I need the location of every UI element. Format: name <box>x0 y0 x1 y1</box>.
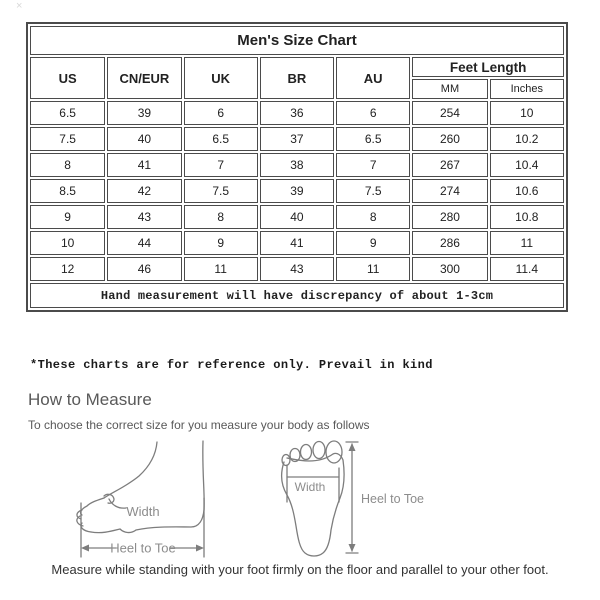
size-cell: 300 <box>412 257 487 281</box>
table-row <box>30 127 564 151</box>
how-to-measure-title: How to Measure <box>28 390 152 409</box>
size-cell: 40 <box>107 127 181 151</box>
size-cell: 254 <box>412 101 487 125</box>
table-title-row <box>30 26 564 55</box>
size-cell: 11 <box>336 257 410 281</box>
table-row <box>30 179 564 203</box>
size-cell: 6.5 <box>30 101 105 125</box>
size-chart <box>26 22 568 312</box>
size-cell: 7 <box>184 153 258 177</box>
size-cell: 7.5 <box>30 127 105 151</box>
size-cell: 10.6 <box>490 179 564 203</box>
size-cell: 8 <box>336 205 410 229</box>
size-cell: 36 <box>260 101 334 125</box>
table-row <box>30 205 564 229</box>
arrowhead-up-icon <box>349 443 356 451</box>
column-header-au: AU <box>336 57 410 99</box>
size-cell: 37 <box>260 127 334 151</box>
size-cell: 6.5 <box>336 127 410 151</box>
size-cell: 10.8 <box>490 205 564 229</box>
size-cell: 46 <box>107 257 181 281</box>
arrowhead-left-icon <box>81 545 89 552</box>
table-row <box>30 257 564 281</box>
size-cell: 9 <box>336 231 410 255</box>
size-cell: 9 <box>30 205 105 229</box>
size-cell: 44 <box>107 231 181 255</box>
size-cell: 6 <box>336 101 410 125</box>
column-header-us: US <box>30 57 105 99</box>
size-cell: 40 <box>260 205 334 229</box>
column-header-mm: MM <box>412 79 487 99</box>
size-cell: 41 <box>107 153 181 177</box>
measure-caption: Measure while standing with your foot firmly on the floor and parallel to your other foot. <box>51 562 549 577</box>
size-cell: 10 <box>490 101 564 125</box>
size-cell: 11 <box>490 231 564 255</box>
table-header-row <box>30 57 564 77</box>
column-header-cneur: CN/EUR <box>107 57 181 99</box>
size-cell: 286 <box>412 231 487 255</box>
size-cell: 11.4 <box>490 257 564 281</box>
column-header-br: BR <box>260 57 334 99</box>
size-cell: 43 <box>107 205 181 229</box>
side-view-heel-to-toe-label: Heel to Toe <box>110 540 176 556</box>
size-cell: 9 <box>184 231 258 255</box>
faint-artifact-icon: × <box>16 0 23 12</box>
column-header-inches: Inches <box>490 79 564 99</box>
size-chart-table <box>26 22 568 312</box>
sole-view-heel-to-toe-label: Heel to Toe <box>361 492 425 506</box>
size-cell: 260 <box>412 127 487 151</box>
reference-note: *These charts are for reference only. Prevail in kind <box>30 358 433 372</box>
table-row <box>30 101 564 125</box>
table-footnote: Hand measurement will have discrepancy of about 1-3cm <box>30 283 564 308</box>
column-header-feet-length: Feet Length <box>412 57 564 77</box>
size-cell: 7.5 <box>336 179 410 203</box>
size-cell: 274 <box>412 179 487 203</box>
size-cell: 6 <box>184 101 258 125</box>
sole-view-width-label: Width <box>294 480 326 494</box>
size-cell: 267 <box>412 153 487 177</box>
size-cell: 7.5 <box>184 179 258 203</box>
size-cell: 11 <box>184 257 258 281</box>
arrowhead-down-icon <box>349 544 356 552</box>
table-row <box>30 153 564 177</box>
foot-sole-view-illustration <box>282 441 358 556</box>
measure-diagram <box>60 432 540 562</box>
column-header-uk: UK <box>184 57 258 99</box>
size-cell: 38 <box>260 153 334 177</box>
size-cell: 10 <box>30 231 105 255</box>
table-row <box>30 231 564 255</box>
size-cell: 8 <box>30 153 105 177</box>
size-cell: 8 <box>184 205 258 229</box>
size-cell: 39 <box>107 101 181 125</box>
size-cell: 43 <box>260 257 334 281</box>
size-cell: 280 <box>412 205 487 229</box>
size-cell: 6.5 <box>184 127 258 151</box>
page-title: Men's Size Chart <box>30 26 564 55</box>
size-cell: 7 <box>336 153 410 177</box>
size-cell: 12 <box>30 257 105 281</box>
size-table-body <box>30 101 564 281</box>
arrowhead-right-icon <box>196 545 204 552</box>
size-cell: 10.4 <box>490 153 564 177</box>
side-view-width-label: Width <box>126 504 160 519</box>
size-cell: 39 <box>260 179 334 203</box>
size-cell: 10.2 <box>490 127 564 151</box>
how-to-measure-subtitle: To choose the correct size for you measure your body as follows <box>28 418 370 432</box>
size-cell: 42 <box>107 179 181 203</box>
size-cell: 8.5 <box>30 179 105 203</box>
table-footnote-row <box>30 283 564 308</box>
size-cell: 41 <box>260 231 334 255</box>
